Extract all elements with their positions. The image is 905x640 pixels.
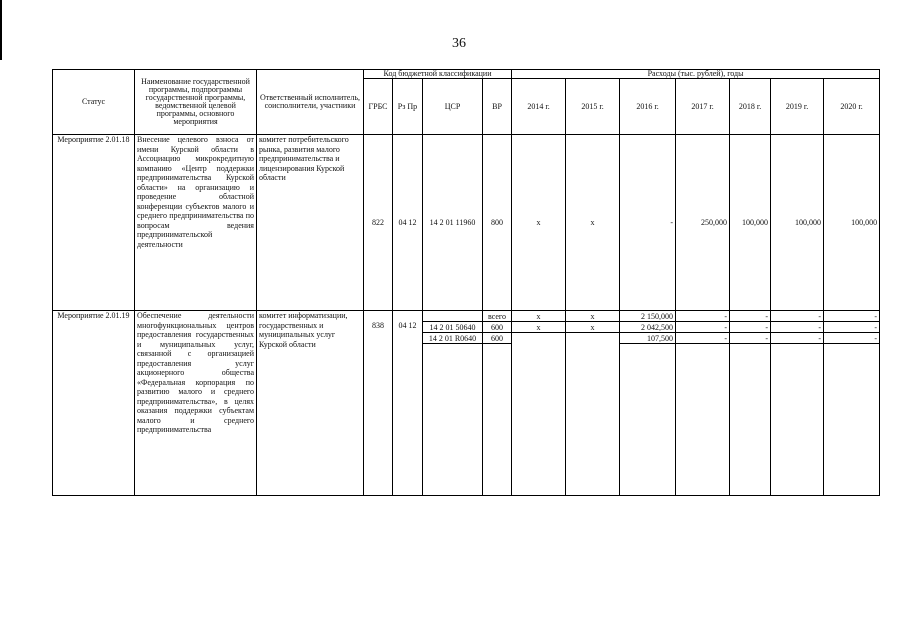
subrow-value-2018: - — [730, 311, 771, 322]
filler-cell — [423, 344, 483, 496]
subrow-value-2019: - — [771, 322, 824, 333]
filler-cell — [771, 344, 824, 496]
header-year-2015: 2015 г. — [566, 79, 620, 135]
header-responsible: Ответственный исполнитель, соисполнители, участники — [257, 70, 364, 135]
row-rzpr: 04 12 — [393, 311, 423, 496]
subrow-value-2014 — [512, 333, 566, 496]
row-value-2014: х — [512, 135, 566, 311]
row-rzpr: 04 12 — [393, 135, 423, 311]
page-number: 36 — [452, 36, 466, 51]
header-rzpr: Рз Пр — [393, 79, 423, 135]
subrow-value-2017: - — [676, 311, 730, 322]
filler-cell — [620, 344, 676, 496]
header-status: Статус — [53, 70, 135, 135]
subrow-value-2017: - — [676, 333, 730, 344]
header-expenses-group: Расходы (тыс. рублей), годы — [512, 70, 880, 79]
row-value-2016: - — [620, 135, 676, 311]
row-vr: 800 — [483, 135, 512, 311]
subrow-value-2016: 2 150,000 — [620, 311, 676, 322]
header-year-2018: 2018 г. — [730, 79, 771, 135]
header-budget-code-group: Код бюджетной классификации — [364, 70, 512, 79]
row-grbs: 838 — [364, 311, 393, 496]
filler-cell — [483, 344, 512, 496]
subrow-value-2015: х — [566, 322, 620, 333]
row-value-2020: 100,000 — [824, 135, 880, 311]
budget-table — [52, 69, 880, 496]
row-status: Мероприятие 2.01.18 — [53, 135, 135, 311]
header-year-2016: 2016 г. — [620, 79, 676, 135]
header-year-2014: 2014 г. — [512, 79, 566, 135]
subrow-value-2018: - — [730, 333, 771, 344]
header-vr: ВР — [483, 79, 512, 135]
subrow-csr: 14 2 01 R0640 — [423, 333, 483, 344]
header-name: Наименование государственной программы, подпрограммы государственной программы, ведомственной целевой программы, основного мероприятия — [135, 70, 257, 135]
subrow-value-2015 — [566, 333, 620, 496]
subrow-value-2017: - — [676, 322, 730, 333]
subrow-value-2014: х — [512, 311, 566, 322]
subrow-csr — [423, 311, 483, 322]
subrow-value-2014: х — [512, 322, 566, 333]
subrow-value-2019: - — [771, 311, 824, 322]
subrow-csr: 14 2 01 50640 — [423, 322, 483, 333]
subrow-vr: всего — [483, 311, 512, 322]
row-grbs: 822 — [364, 135, 393, 311]
row-value-2019: 100,000 — [771, 135, 824, 311]
row-responsible: комитет потребительского рынка, развития малого предпринимательства и лицензирования Курской области — [257, 135, 364, 311]
subrow-value-2020: - — [824, 322, 880, 333]
header-year-2020: 2020 г. — [824, 79, 880, 135]
subrow-vr: 600 — [483, 322, 512, 333]
table-row — [53, 135, 880, 311]
subrow-value-2015: х — [566, 311, 620, 322]
row-name: Обеспечение деятельности многофункциональных центров предоставления государственных и муниципальных услуг, связанной с организацией предоставления услуг акционерного общества «Федеральная корпорация по развитию малого и среднего предпринимательства», в целях оказания поддержки субъектам малого и среднего предпринимательства — [135, 311, 257, 496]
row-value-2018: 100,000 — [730, 135, 771, 311]
scan-edge-line — [0, 0, 2, 60]
subrow-value-2019: - — [771, 333, 824, 344]
subrow-value-2016: 107,500 — [620, 333, 676, 344]
subrow-value-2016: 2 042,500 — [620, 322, 676, 333]
filler-cell — [730, 344, 771, 496]
row-name: Внесение целевого взноса от имени Курской области в Ассоциацию микрокредитную компанию «Центр поддержки предпринимательства Курской области» на организацию и проведение областной конференции субъектов малого и среднего предпринимательства по вопросам ведения предпринимательской деятельности — [135, 135, 257, 311]
subrow-value-2020: - — [824, 311, 880, 322]
header-row-groups — [53, 70, 880, 79]
subrow-value-2020: - — [824, 333, 880, 344]
row-status: Мероприятие 2.01.19 — [53, 311, 135, 496]
header-year-2019: 2019 г. — [771, 79, 824, 135]
table-row — [53, 311, 880, 322]
header-year-2017: 2017 г. — [676, 79, 730, 135]
row-value-2015: х — [566, 135, 620, 311]
subrow-value-2018: - — [730, 322, 771, 333]
filler-cell — [824, 344, 880, 496]
row-value-2017: 250,000 — [676, 135, 730, 311]
filler-cell — [676, 344, 730, 496]
subrow-vr: 600 — [483, 333, 512, 344]
row-csr: 14 2 01 11960 — [423, 135, 483, 311]
row-responsible: комитет информатизации, государственных и муниципальных услуг Курской области — [257, 311, 364, 496]
header-csr: ЦСР — [423, 79, 483, 135]
header-grbs: ГРБС — [364, 79, 393, 135]
